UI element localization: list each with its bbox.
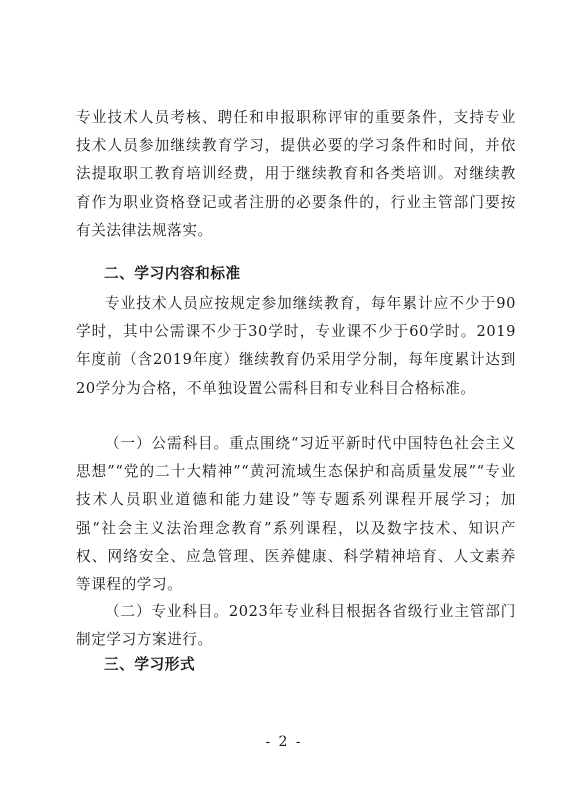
section-heading-content-standards: 二、学习内容和标准 bbox=[104, 265, 241, 282]
paragraph-requirements: 专业技术人员考核、聘任和申报职称评审的重要条件，支持专业技术人员参加继续教育学习，提供必要的学习条件和时间，并依法提取职工教育培训经费，用于继续教育和各类培训。对继续教育作为职业资格登记或者注册的必要条件的，行业主管部门要按有关法律法规落实。 bbox=[76, 109, 516, 239]
paragraph-hours-requirement: 专业技术人员应按规定参加继续教育，每年累计应不少于90学时，其中公需课不少于30学时，专业课不少于60学时。2019年度前（含2019年度）继续教育仍采用学分制，每年度累计达到20学分为合格，不单独设置公需科目和专业科目合格标准。 bbox=[76, 295, 516, 397]
section-heading-learning-format: 三、学习形式 bbox=[104, 656, 196, 673]
page-number: - 2 - bbox=[265, 734, 303, 750]
paragraph-professional-subjects: （二）专业科目。2023年专业科目根据各省级行业主管部门制定学习方案进行。 bbox=[76, 603, 516, 649]
paragraph-public-subjects: （一）公需科目。重点围绕“习近平新时代中国特色社会主义思想”“党的二十大精神”“黄河流域生态保护和高质量发展”“专业技术人员职业道德和能力建设”等专题系列课程开展学习；加强“社会主义法治理念教育”系列课程，以及数字技术、知识产权、网络安全、应急管理、医养健康、科学精神培育、人文素养等课程的学习。 bbox=[76, 435, 516, 594]
